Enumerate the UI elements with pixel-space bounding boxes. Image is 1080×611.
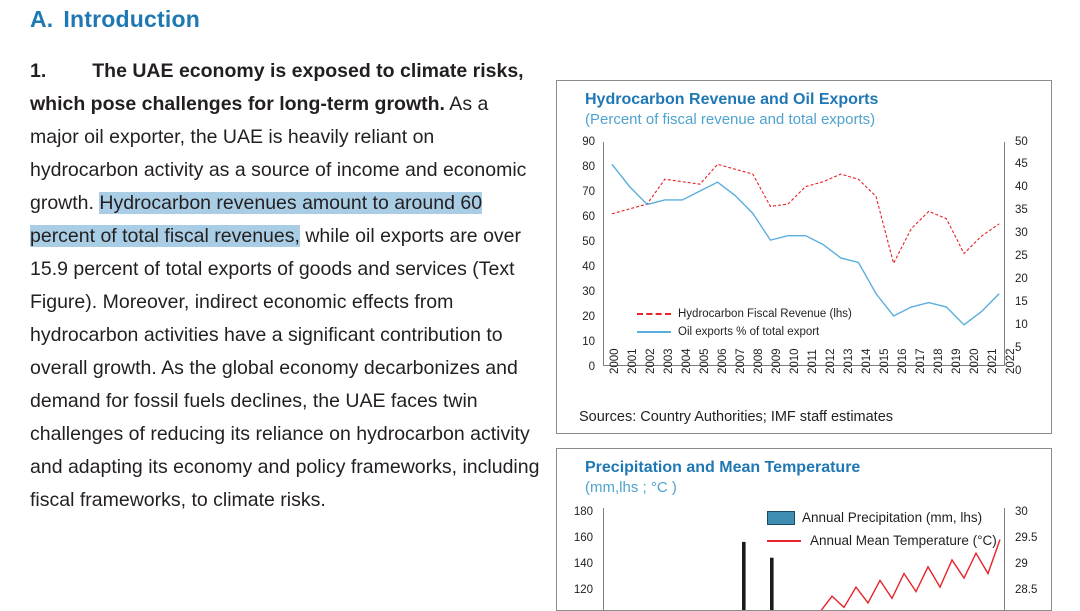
fig2-yaxis-label-120: 120 <box>573 584 593 596</box>
fig1-y2axis-label-40: 40 <box>1015 181 1028 193</box>
figure1-subtitle: (Percent of fiscal revenue and total exports) <box>585 111 876 128</box>
fig1-y2axis-label-35: 35 <box>1015 204 1028 216</box>
paragraph-lead: The UAE economy is exposed to climate risks, which pose challenges for long-term growth. <box>30 60 524 115</box>
fig1-xtick-2012: 2012 <box>825 348 837 374</box>
figure-hydrocarbon-revenue <box>556 80 1052 434</box>
fig2-yaxis-label-140: 140 <box>573 558 593 570</box>
fig1-y2axis-label-15: 15 <box>1015 296 1028 308</box>
fig1-y2axis-label-0: 0 <box>1015 365 1022 377</box>
fig1-xtick-2022: 2022 <box>1005 348 1017 374</box>
fig1-yaxis-label-40: 40 <box>582 261 595 273</box>
fig1-yaxis-label-20: 20 <box>582 311 595 323</box>
fig1-y2axis-label-20: 20 <box>1015 273 1028 285</box>
fig2-y2axis-label-30: 30 <box>1015 506 1028 518</box>
fig1-xtick-2018: 2018 <box>933 348 945 374</box>
fig1-yaxis-label-80: 80 <box>582 161 595 173</box>
fig1-legend-label-exports: Oil exports % of total export <box>678 326 820 338</box>
fig1-y2axis-label-30: 30 <box>1015 227 1028 239</box>
text-column <box>30 6 540 517</box>
fig1-xtick-2019: 2019 <box>951 348 963 374</box>
paragraph-run-2: while oil exports are over 15.9 percent of total exports of goods and services (Text Figure). Moreover, indirect economic effects from hydrocarbon activities have a significant contribution to overall growth. As the global economy decarbonizes and demand for fossil fuels declines, the UAE faces twin challenges of reducing its reliance on hydrocarbon activity and adapting its economy and policy frameworks, including fiscal frameworks, to climate risks. <box>30 225 540 511</box>
fig1-y2axis-label-50: 50 <box>1015 136 1028 148</box>
fig1-yaxis-label-50: 50 <box>582 236 595 248</box>
paragraph-1 <box>30 55 540 517</box>
fig2-legend <box>767 510 997 556</box>
solid-line-icon <box>637 331 671 333</box>
fig2-legend-label-temperature: Annual Mean Temperature (°C) <box>810 533 997 548</box>
fig1-xtick-2006: 2006 <box>717 348 729 374</box>
fig2-yaxis-label-180: 180 <box>573 506 593 518</box>
fig1-source-note: Sources: Country Authorities; IMF staff estimates <box>579 409 894 425</box>
highlighted-text: Hydrocarbon revenues amount to around 60 percent of total fiscal revenues, <box>30 192 483 247</box>
section-title: Introduction <box>63 6 200 32</box>
fig1-xtick-2009: 2009 <box>771 348 783 374</box>
fig1-legend <box>637 308 852 344</box>
figure2-title: Precipitation and Mean Temperature <box>585 459 861 476</box>
figure2-plot <box>567 502 1041 611</box>
fig1-xtick-2017: 2017 <box>915 348 927 374</box>
dashed-line-icon <box>637 313 671 315</box>
fig1-xtick-2020: 2020 <box>969 348 981 374</box>
fig1-xtick-2021: 2021 <box>987 348 999 374</box>
fig1-xtick-2013: 2013 <box>843 348 855 374</box>
figure-precipitation-temperature <box>556 448 1052 611</box>
fig1-xtick-2016: 2016 <box>897 348 909 374</box>
fig1-yaxis-label-90: 90 <box>582 136 595 148</box>
figure-column <box>556 80 1052 611</box>
fig1-xtick-2015: 2015 <box>879 348 891 374</box>
fig1-yaxis-label-70: 70 <box>582 186 595 198</box>
fig1-y2axis-label-25: 25 <box>1015 250 1028 262</box>
fig1-xtick-2007: 2007 <box>735 348 747 374</box>
fig1-legend-label-revenue: Hydrocarbon Fiscal Revenue (lhs) <box>678 308 852 320</box>
fig2-y2axis-label-29: 29 <box>1015 558 1028 570</box>
section-heading <box>30 6 540 33</box>
fig1-y2axis-label-45: 45 <box>1015 158 1028 170</box>
fig1-yaxis-label-10: 10 <box>582 336 595 348</box>
fig1-xtick-2004: 2004 <box>681 348 693 374</box>
fig1-xtick-2002: 2002 <box>645 348 657 374</box>
fig1-yaxis-label-30: 30 <box>582 286 595 298</box>
paragraph-run-1: As a major oil exporter, the UAE is heavily reliant on hydrocarbon activity as a source of income and economic growth. <box>30 93 527 214</box>
bar-swatch-icon <box>767 511 795 525</box>
figure1-plot <box>567 136 1041 377</box>
fig2-legend-item-temperature <box>767 533 997 548</box>
fig1-y2axis-label-10: 10 <box>1015 319 1028 331</box>
fig1-legend-item-exports <box>637 326 852 338</box>
fig1-xtick-2001: 2001 <box>627 348 639 374</box>
fig1-line-hydrocarbon-revenue <box>612 164 999 263</box>
fig2-bar <box>770 558 774 611</box>
fig1-legend-item-revenue <box>637 308 852 320</box>
figure1-title: Hydrocarbon Revenue and Oil Exports <box>585 91 879 108</box>
fig2-y2axis-label-28-5: 28.5 <box>1015 584 1038 596</box>
fig1-y2axis-label-5: 5 <box>1015 342 1022 354</box>
fig1-line-oil-exports <box>612 164 999 325</box>
fig2-bar <box>742 542 746 611</box>
section-letter: A. <box>30 6 54 32</box>
solid-red-line-icon <box>767 540 801 542</box>
paragraph-number: 1. <box>30 60 47 82</box>
fig1-xtick-2011: 2011 <box>807 349 819 374</box>
figure2-subtitle: (mm,lhs ; °C ) <box>585 479 677 496</box>
fig1-xtick-2008: 2008 <box>753 348 765 374</box>
fig1-xtick-2010: 2010 <box>789 348 801 374</box>
fig1-xtick-2014: 2014 <box>861 348 873 374</box>
fig1-xtick-2000: 2000 <box>609 348 621 374</box>
fig1-xtick-2005: 2005 <box>699 348 711 374</box>
fig2-legend-label-precipitation: Annual Precipitation (mm, lhs) <box>802 510 983 525</box>
fig1-yaxis-label-60: 60 <box>582 211 595 223</box>
fig2-legend-item-precipitation <box>767 510 997 525</box>
fig1-yaxis-label-0: 0 <box>588 361 595 373</box>
fig1-xtick-2003: 2003 <box>663 348 675 374</box>
fig2-y2axis-label-29-5: 29.5 <box>1015 532 1038 544</box>
fig2-yaxis-label-160: 160 <box>573 532 593 544</box>
